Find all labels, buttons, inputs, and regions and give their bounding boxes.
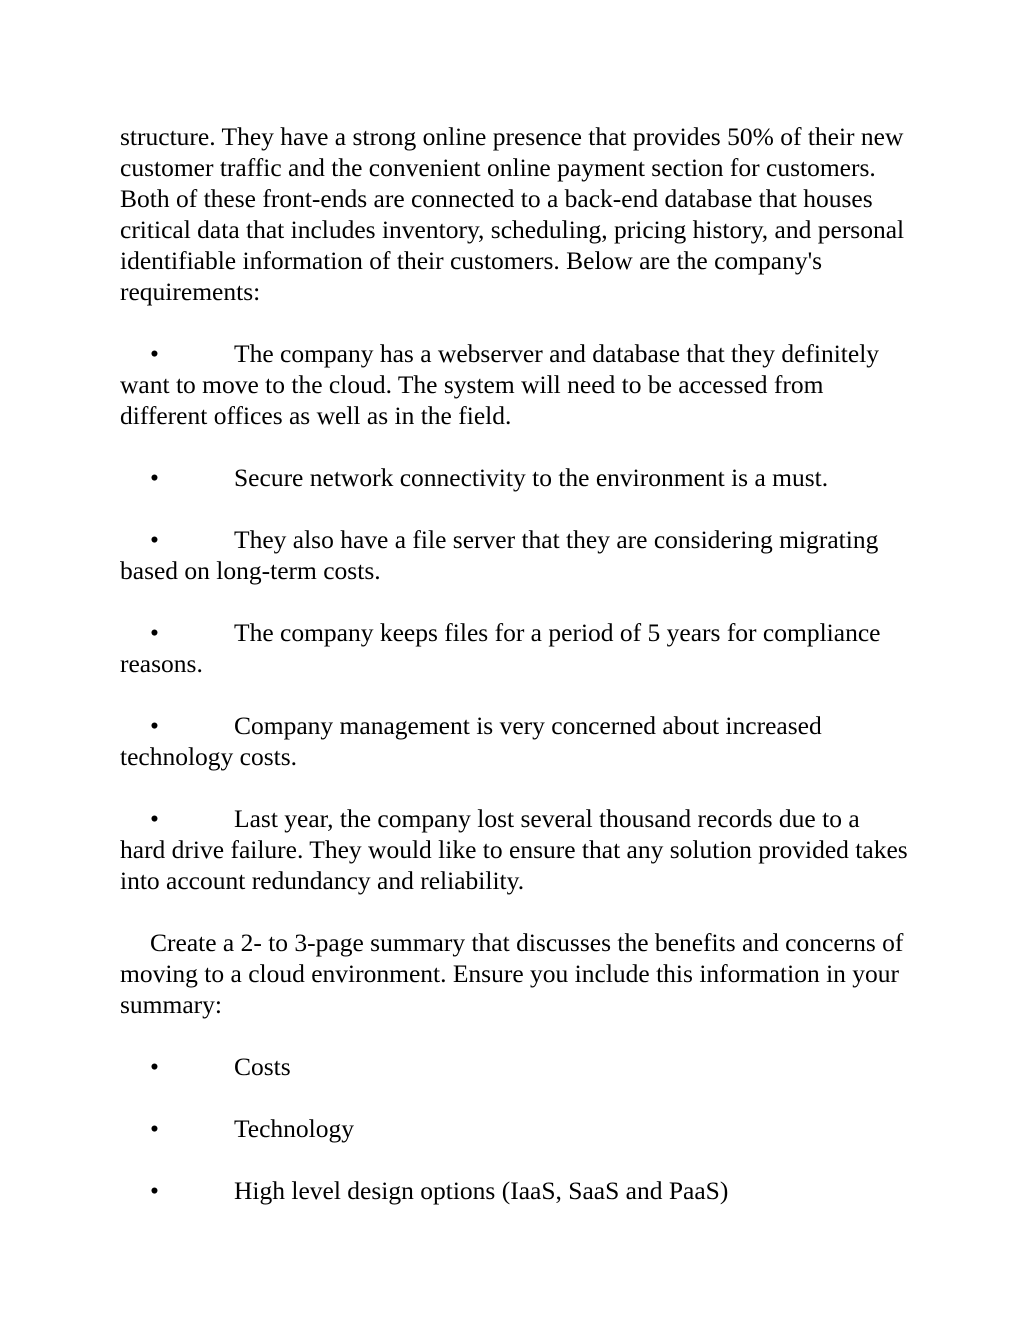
task-paragraph: Create a 2- to 3-page summary that discusses the benefits and concerns of moving to a cloud environment. Ensure you include this information in your summary:: [120, 928, 904, 1019]
topic-text: High level design options (IaaS, SaaS and PaaS): [234, 1176, 729, 1205]
bullet-icon: •: [150, 618, 159, 647]
topic-text: Technology: [234, 1114, 355, 1143]
topic-text: Costs: [234, 1052, 291, 1081]
document-page: [120, 121, 910, 1237]
summary-topics-list: [120, 1051, 910, 1206]
requirement-item: [120, 710, 910, 772]
bullet-icon: •: [150, 1176, 159, 1205]
bullet-icon: •: [150, 1052, 159, 1081]
topic-item: [120, 1113, 910, 1144]
requirement-text: They also have a file server that they are considering migrating based on long-term costs.: [120, 525, 879, 585]
bullet-icon: •: [150, 1114, 159, 1143]
bullet-icon: •: [150, 463, 159, 492]
bullet-icon: •: [150, 804, 159, 833]
requirement-item: [120, 803, 910, 896]
intro-paragraph: structure. They have a strong online presence that provides 50% of their new customer traffic and the convenient online payment section for customers. Both of these front-ends are connected to a back-end database that houses critical data that includes inventory, scheduling, pricing history, and personal identifiable information of their customers. Below are the company's requirements:: [120, 122, 905, 306]
bullet-icon: •: [150, 339, 159, 368]
topic-item: [120, 1051, 910, 1082]
requirement-item: [120, 338, 910, 431]
requirements-list: [120, 338, 910, 896]
requirement-text: Secure network connectivity to the environment is a must.: [234, 463, 829, 492]
requirement-text: The company keeps files for a period of 5 years for compliance reasons.: [120, 618, 881, 678]
requirement-item: [120, 462, 910, 493]
bullet-icon: •: [150, 711, 159, 740]
requirement-item: [120, 617, 910, 679]
requirement-text: Last year, the company lost several thousand records due to a hard drive failure. They would like to ensure that any solution provided takes into account redundancy and reliability.: [120, 804, 908, 895]
requirement-text: Company management is very concerned about increased technology costs.: [120, 711, 822, 771]
topic-item: [120, 1175, 910, 1206]
requirement-text: The company has a webserver and database that they definitely want to move to the cloud. The system will need to be accessed from different offices as well as in the field.: [120, 339, 880, 430]
bullet-icon: •: [150, 525, 159, 554]
requirement-item: [120, 524, 910, 586]
